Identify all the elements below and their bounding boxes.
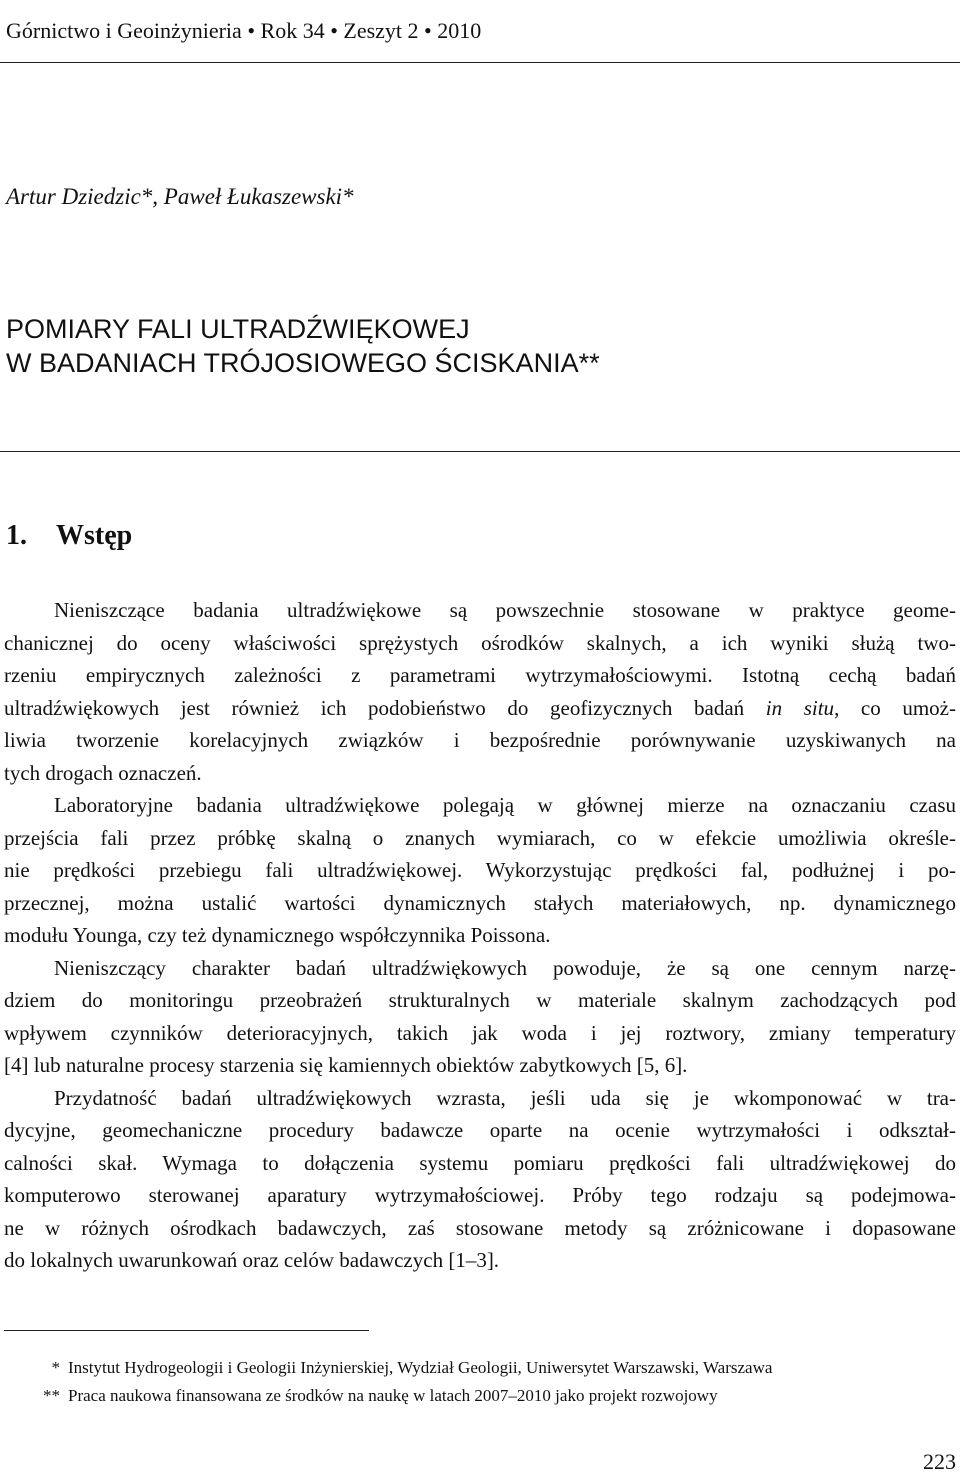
text-line: nie prędkości przebiegu fali ultradźwiękowej. Wykorzystując prędkości fal, podłużnej i po- [4, 858, 956, 882]
section-heading [6, 520, 132, 552]
title-line-1: POMIARY FALI ULTRADŹWIĘKOWEJ [6, 314, 470, 344]
footnote-mark: ** [43, 1386, 60, 1405]
authors: Artur Dziedzic*, Paweł Łukaszewski* [6, 184, 354, 209]
body-text [4, 594, 956, 1277]
text-line: Nieniszczące badania ultradźwiękowe są powszechnie stosowane w praktyce geome- [54, 598, 956, 622]
text-segment: , co umoż- [834, 695, 956, 720]
text-line: przecznej, można ustalić wartości dynamicznych stałych materiałowych, np. dynamicznego [4, 890, 956, 915]
text-line: calności skał. Wymaga to dołączenia systemu pomiaru prędkości fali ultradźwiękowej do [4, 1150, 956, 1175]
text-line: przejścia fali przez próbkę skalną o znanych wymiarach, co w efekcie umożliwia określe- [4, 825, 956, 850]
footnotes [20, 1354, 772, 1410]
italic-term: in situ [765, 695, 835, 720]
footnote-mark: * [51, 1358, 60, 1377]
header-divider [0, 62, 960, 63]
page-number: 223 [923, 1449, 956, 1474]
text-line: dycyjne, geomechaniczne procedury badawcze oparte na ocenie wytrzymałości i odkształ- [4, 1118, 956, 1142]
journal-header: Górnictwo i Geoinżynieria • Rok 34 • Zeszyt 2 • 2010 [6, 18, 482, 43]
text-line: wpływem czynników deterioracyjnych, takich jak woda i jej roztwory, zmiany temperatury [4, 1020, 956, 1045]
text-line: do lokalnych uwarunkowań oraz celów badawczych [1–3]. [4, 1248, 500, 1272]
text-line: tych drogach oznaczeń. [4, 760, 202, 785]
paragraph-1 [4, 594, 956, 789]
paragraph-3 [4, 952, 956, 1082]
footnote-2 [20, 1382, 772, 1410]
text-line: komputerowo sterowanej aparatury wytrzymałościowej. Próby tego rodzaju są podejmowa- [4, 1183, 956, 1207]
section-title: Wstęp [56, 520, 133, 551]
text-line: Laboratoryjne badania ultradźwiękowe polegają w głównej mierze na oznaczaniu czasu [54, 793, 956, 817]
text-line: liwia tworzenie korelacyjnych związków i bezpośrednie porównywanie uzyskiwanych na [4, 728, 956, 752]
text-line: modułu Younga, czy też dynamicznego współczynnika Poissona. [4, 923, 551, 947]
text-line: Nieniszczący charakter badań ultradźwiękowych powoduje, że są one cennym narzę- [54, 955, 956, 980]
section-number: 1. [6, 520, 27, 551]
paragraph-4 [4, 1082, 956, 1277]
text-line: dziem do monitoringu przeobrażeń strukturalnych w materiale skalnym zachodzących pod [4, 988, 956, 1012]
text-line: ne w różnych ośrodkach badawczych, zaś stosowane metody są zróżnicowane i dopasowane [4, 1215, 956, 1240]
text-line: chanicznej do oceny właściwości sprężystych ośrodków skalnych, a ich wyniki służą two- [4, 630, 956, 655]
paragraph-2 [4, 789, 956, 952]
title-divider [0, 451, 960, 452]
text-segment: ultradźwiękowych jest również ich podobieństwo do geofizycznych badań [4, 695, 766, 720]
text-line: [4] lub naturalne procesy starzenia się kamiennych obiektów zabytkowych [5, 6]. [4, 1053, 688, 1077]
paper-title [6, 312, 600, 380]
footnote-1 [20, 1354, 772, 1382]
text-line: Przydatność badań ultradźwiękowych wzrasta, jeśli uda się je wkomponować w tra- [54, 1085, 956, 1110]
footnote-text: Praca naukowa finansowana ze środków na naukę w latach 2007–2010 jako projekt rozwojowy [68, 1386, 718, 1405]
footnote-text: Instytut Hydrogeologii i Geologii Inżynierskiej, Wydział Geologii, Uniwersytet Warszawski, Warszawa [68, 1358, 773, 1377]
text-line [4, 692, 956, 725]
title-line-2: W BADANIACH TRÓJOSIOWEGO ŚCISKANIA** [6, 348, 600, 378]
footnote-divider [4, 1330, 369, 1331]
text-line: rzeniu empirycznych zależności z parametrami wytrzymałościowymi. Istotną cechą badań [4, 663, 956, 687]
